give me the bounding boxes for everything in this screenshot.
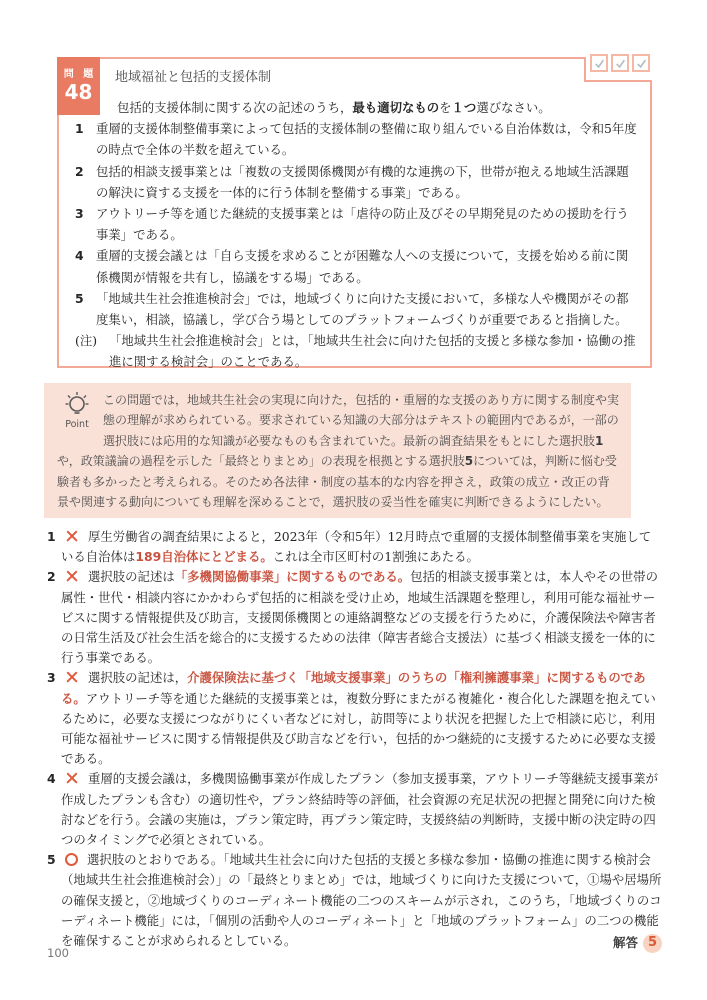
explanation-number: 2 (47, 569, 56, 585)
option-text: 重層的支援体制整備事業によって包括的支援体制の整備に取り組んでいる自治体数は，令和5年度の時点で全体の半数を超えている。 (96, 121, 637, 158)
option-text: 包括的相談支援事業とは「複数の支援関係機関が有機的な連携の下，世帯が抱える地域生活課題の解決に資する支援を一体的に行う体制を整備する事業」である。 (96, 163, 629, 200)
answer-badge (613, 933, 662, 953)
cross-icon (66, 530, 78, 542)
attempt-checkbox (611, 54, 629, 72)
attempt-checkbox (590, 54, 608, 72)
explanation-number: 1 (47, 529, 56, 544)
explanation-3 (47, 668, 662, 769)
cross-icon (66, 671, 78, 683)
badge-number: 48 (64, 80, 93, 104)
option-text: 「地域共生社会推進検討会」では，地域づくりに向けた支援において，多様な人や機関がその都度集い，相談，協議し，学び合う場としてのプラットフォームづくりが重要であると指摘した。 (96, 290, 629, 328)
explanation-number: 4 (47, 771, 56, 787)
explanation-text: 厚生労働省の調査結果によると，2023年（令和5年）12月時点で重層的支援体制整備事業を実施している自治体は189自治体にとどまる。これは全市区町村の1割強にあたる。 (61, 529, 652, 565)
explanation-text: 選択肢のとおりである。「地域共生社会に向けた包括的支援と多様な参加・協働の推進に関する検討会（地域共生社会推進検討会）」の「最終とりまとめ」では，地域づくりに向けた支援について，①場や居場所の確保支援と，②地域づくりのコーディネート機能の二つのスキームが示され，このうち，「地域づくりのコーディネート機能」には，「個別の活動や人のコーディネート」と「地域のプラットフォーム」の二つの機能を確保することが求められるとしている。 (61, 852, 662, 949)
explanation-number: 5 (47, 852, 56, 868)
check-icon (594, 58, 605, 69)
option-number: 3 (75, 206, 84, 222)
explanation-2 (47, 567, 662, 668)
attempt-checkboxes (584, 57, 652, 82)
question-content (73, 97, 638, 373)
question-lead: 包括的支援体制に関する次の記述のうち，最も適切なものを１つ選びなさい。 (117, 100, 551, 115)
option-number: 5 (75, 290, 84, 306)
answer-number: 5 (643, 934, 662, 953)
point-icon-block (57, 391, 97, 433)
explanation-1 (47, 527, 662, 567)
explanation-text: 選択肢の記述は，介護保険法に基づく「地域支援事業」のうちの「権利擁護事業」に関するものである。アウトリーチ等を通じた継続的支援事業とは，複数分野にまたがる複雑化・複合化した課題を抱えているために，必要な支援につながりにくい者などに対し，訪問等により状況を把握した上で相談に応じ，利用可能な福祉サービスに関する情報提供及び助言などを行い，包括的かつ継続的に支援するために必要な支援である。 (61, 670, 656, 767)
page-number: 100 (47, 946, 69, 960)
attempt-checkbox (632, 54, 650, 72)
circle-icon (65, 853, 78, 866)
point-text: この問題では，地域共生社会の実現に向けた，包括的・重層的な支援のあり方に関する制度や実態の理解が求められている。要求されている知識の大部分はテキストの範囲内であるが，一部の選択肢には応用的な知識が必要なものも含まれていた。最新の調査結果をもとにした選択肢1や，政策議論の過程を示した「最終とりまとめ」の表現を根拠とする選択肢5については，判断に悩む受験者も多かったと考えられる。そのため各法律・制度の基本的な内容を押さえ，政策の成立・改正の背景や関連する動向についても理解を深めることで，選択肢の妥当性を確実に判断できるようにしたい。 (57, 393, 620, 510)
explanation-text: 選択肢の記述は「多機関協働事業」に関するものである。包括的相談支援事業とは，本人やその世帯の属性・世代・相談内容にかかわらず包括的に相談を受け止め，地域生活課題を整理し，利用可能な福祉サービスに関する情報提供及び助言，支援関係機関との連絡調整などの支援を行うために，介護保険法や障害者の日常生活及び社会生活を総合的に支援するための法律（障害者総合支援法）に基づく相談支援を一体的に行う事業である。 (61, 569, 658, 666)
option-2 (73, 161, 638, 203)
option-1 (73, 118, 638, 160)
point-label: Point (65, 419, 89, 430)
cross-icon (66, 570, 78, 582)
cross-icon (66, 772, 78, 784)
option-number: 4 (75, 248, 84, 264)
option-text: 重層的支援会議とは「自ら支援を求めることが困難な人への支援について，支援を始める前に関係機関が情報を共有し，協議をする場」である。 (96, 248, 629, 285)
explanation-number: 3 (47, 670, 56, 686)
explanations (47, 527, 662, 951)
option-4 (73, 245, 638, 287)
note-text: 「地域共生社会推進検討会」とは，「地域共生社会に向けた包括的支援と多様な参加・協働の推進に関する検討会」のことである。 (109, 333, 636, 370)
explanation-5 (47, 850, 662, 951)
check-icon (615, 58, 626, 69)
explanation-text: 重層的支援会議は，多機関協働事業が作成したプラン（参加支援事業，アウトリーチ等継続支援事業が作成したプランも含む）の適切性や，プラン終結時等の評価，社会資源の充足状況の把握と開発に向けた検討などを行う。会議の実施は，プラン策定時，再プラン策定時，支援終結の判断時，支援中断の決定時の四つのタイミングで必須とされている。 (61, 771, 658, 848)
question-title: 地域福祉と包括的支援体制 (115, 70, 272, 85)
note-label: (注) (75, 333, 98, 349)
question-note (73, 330, 638, 372)
explanation-4 (47, 769, 662, 850)
badge-label: 問 題 (63, 69, 97, 80)
question-box (57, 57, 652, 368)
answer-label: 解答 (612, 935, 638, 951)
option-5 (73, 288, 638, 330)
option-3 (73, 203, 638, 245)
option-number: 2 (75, 163, 84, 179)
lightbulb-icon (64, 391, 90, 421)
option-text: アウトリーチ等を通じた継続的支援事業とは「虐待の防止及びその早期発見のための援助を行う事業」である。 (96, 206, 629, 243)
point-box (44, 383, 631, 518)
option-number: 1 (75, 121, 84, 137)
check-icon (636, 58, 647, 69)
